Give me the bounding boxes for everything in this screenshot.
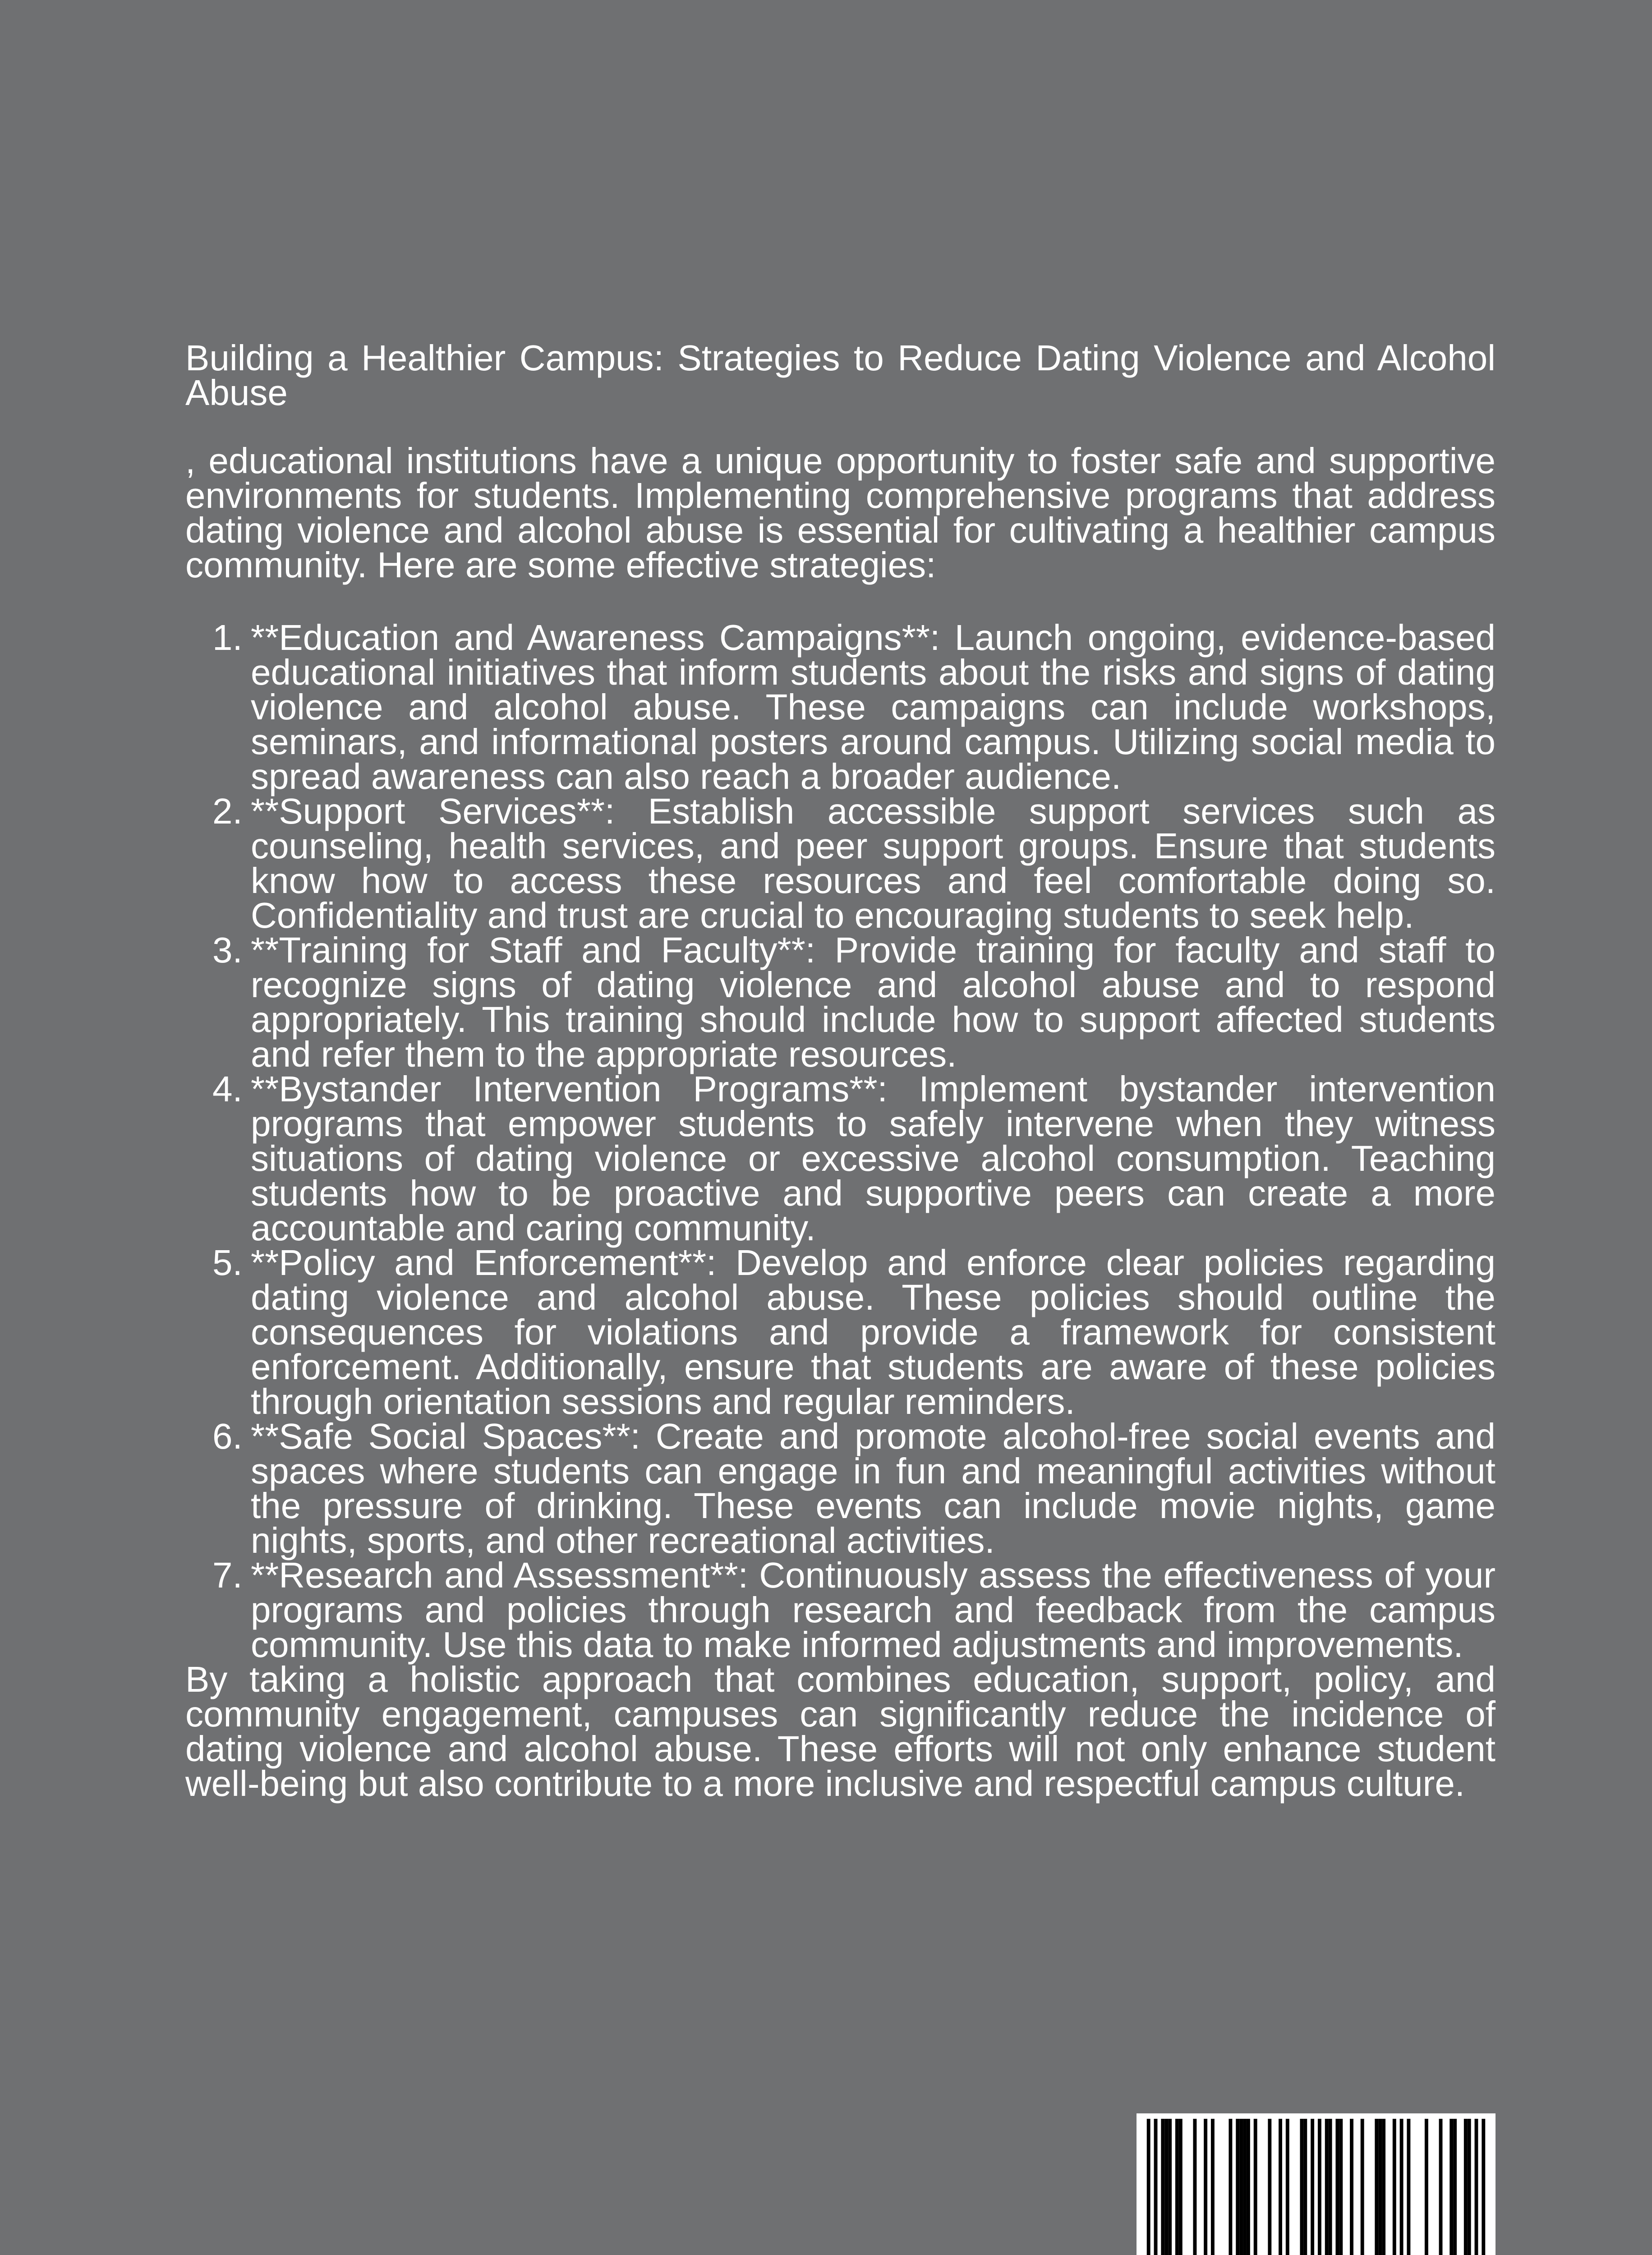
- barcode-guard-bar: [1482, 2119, 1485, 2255]
- barcode-bar: [1300, 2119, 1303, 2255]
- barcode-bar: [1335, 2119, 1339, 2255]
- barcode-guard-bar: [1475, 2119, 1478, 2255]
- barcode-bar: [1239, 2119, 1243, 2255]
- barcode-bar: [1211, 2119, 1215, 2255]
- barcode-guard-bar: [1311, 2119, 1314, 2255]
- barcode-bar: [1286, 2119, 1289, 2255]
- list-item-text: **Education and Awareness Campaigns**: Launch ongoing, evidence-based educational initiatives that inform students about the risks and signs of dating violence and alcohol abuse. These campaigns can include workshops, seminars, and informational posters around campus. Utilizing social media to spread awareness can also reach a broader audience.: [251, 617, 1496, 796]
- barcode-bar: [1453, 2119, 1457, 2255]
- barcode-bar: [1168, 2119, 1172, 2255]
- list-item-text: **Policy and Enforcement**: Develop and enforce clear policies regarding dating violence and alcohol abuse. These policies should outline the consequences for violations and provide a framework for consistent enforcement. Additionally, ensure that students are aware of these policies through orientation sessions and regular reminders.: [251, 1243, 1496, 1422]
- barcode-bar: [1236, 2119, 1239, 2255]
- barcode-bar: [1393, 2119, 1396, 2255]
- isbn-barcode: [1137, 2113, 1496, 2255]
- back-cover-text: [185, 338, 1496, 1804]
- list-item: [185, 1416, 1496, 1560]
- barcode-bar: [1450, 2119, 1453, 2255]
- barcode-bar: [1378, 2119, 1382, 2255]
- barcode-bar: [1268, 2119, 1271, 2255]
- barcode-bar: [1425, 2119, 1428, 2255]
- barcode-bar: [1243, 2119, 1247, 2255]
- list-item-text: **Research and Assessment**: Continuously assess the effectiveness of your programs and policies through research and feedback from the campus community. Use this data to make informed adjustments and improvements.: [251, 1555, 1496, 1665]
- list-item: [185, 930, 1496, 1074]
- list-item: [185, 1555, 1496, 1665]
- barcode-bar: [1247, 2119, 1250, 2255]
- barcode-bar: [1279, 2119, 1282, 2255]
- list-item-text: **Safe Social Spaces**: Create and promote alcohol-free social events and spaces where students can engage in fun and meaningful activities without the pressure of drinking. These events can include movie nights, game nights, sports, and other recreational activities.: [251, 1416, 1496, 1560]
- list-item-number: 1.: [212, 617, 243, 658]
- list-item-text: **Support Services**: Establish accessible support services such as counseling, health services, and peer support groups. Ensure that students know how to access these resources and feel comfortable doing so. Confidentiality and trust are crucial to encouraging students to seek help.: [251, 791, 1496, 935]
- barcode-bar: [1254, 2119, 1257, 2255]
- list-item-number: 2.: [212, 791, 243, 831]
- barcode-bar: [1464, 2119, 1468, 2255]
- barcode-bars: [1137, 2113, 1496, 2255]
- list-item-number: 3.: [212, 930, 243, 970]
- barcode-bar: [1375, 2119, 1378, 2255]
- strategies-list: [185, 617, 1496, 1665]
- barcode-bar: [1329, 2119, 1332, 2255]
- barcode-guard-bar: [1154, 2119, 1158, 2255]
- barcode-bar: [1439, 2119, 1443, 2255]
- list-item-number: 7.: [212, 1555, 243, 1595]
- barcode-bar: [1175, 2119, 1179, 2255]
- barcode-bar: [1325, 2119, 1329, 2255]
- barcode-bar: [1400, 2119, 1404, 2255]
- barcode-bar: [1193, 2119, 1196, 2255]
- barcode-bar: [1361, 2119, 1364, 2255]
- barcode-bar: [1382, 2119, 1385, 2255]
- list-item: [185, 1243, 1496, 1422]
- barcode-bar: [1407, 2119, 1410, 2255]
- list-item-number: 5.: [212, 1243, 243, 1283]
- list-item: [185, 617, 1496, 796]
- list-item: [185, 791, 1496, 935]
- intro-paragraph: , educational institutions have a unique opportunity to foster safe and supportive environments for students. Implementing comprehensive programs that address dating violence and alcohol abuse is essential for cultivating a healthier campus community. Here are some effective strategies:: [185, 441, 1496, 585]
- list-item: [185, 1069, 1496, 1248]
- list-item-text: **Training for Staff and Faculty**: Provide training for faculty and staff to recognize signs of dating violence and alcohol abuse and to respond appropriately. This training should include how to support affected students and refer them to the appropriate resources.: [251, 930, 1496, 1074]
- closing-paragraph: By taking a holistic approach that combines education, support, policy, and community engagement, campuses can significantly reduce the incidence of dating violence and alcohol abuse. These efforts will not only enhance student well-being but also contribute to a more inclusive and respectful campus culture.: [185, 1659, 1496, 1804]
- barcode-guard-bar: [1318, 2119, 1321, 2255]
- barcode-bar: [1350, 2119, 1353, 2255]
- barcode-bar: [1204, 2119, 1207, 2255]
- barcode-bar: [1468, 2119, 1471, 2255]
- list-item-number: 6.: [212, 1416, 243, 1456]
- document-title: Building a Healthier Campus: Strategies to Reduce Dating Violence and Alcohol Abuse: [185, 338, 1496, 413]
- barcode-guard-bar: [1147, 2119, 1150, 2255]
- barcode-bar: [1161, 2119, 1164, 2255]
- list-item-text: **Bystander Intervention Programs**: Implement bystander intervention programs that empower students to safely intervene when they witness situations of dating violence or excessive alcohol consumption. Teaching students how to be proactive and supportive peers can create a more accountable and caring community.: [251, 1069, 1496, 1248]
- barcode-bar: [1229, 2119, 1232, 2255]
- barcode-bar: [1179, 2119, 1183, 2255]
- barcode-bar: [1164, 2119, 1168, 2255]
- barcode-bar: [1303, 2119, 1307, 2255]
- list-item-number: 4.: [212, 1069, 243, 1109]
- barcode-bar: [1339, 2119, 1343, 2255]
